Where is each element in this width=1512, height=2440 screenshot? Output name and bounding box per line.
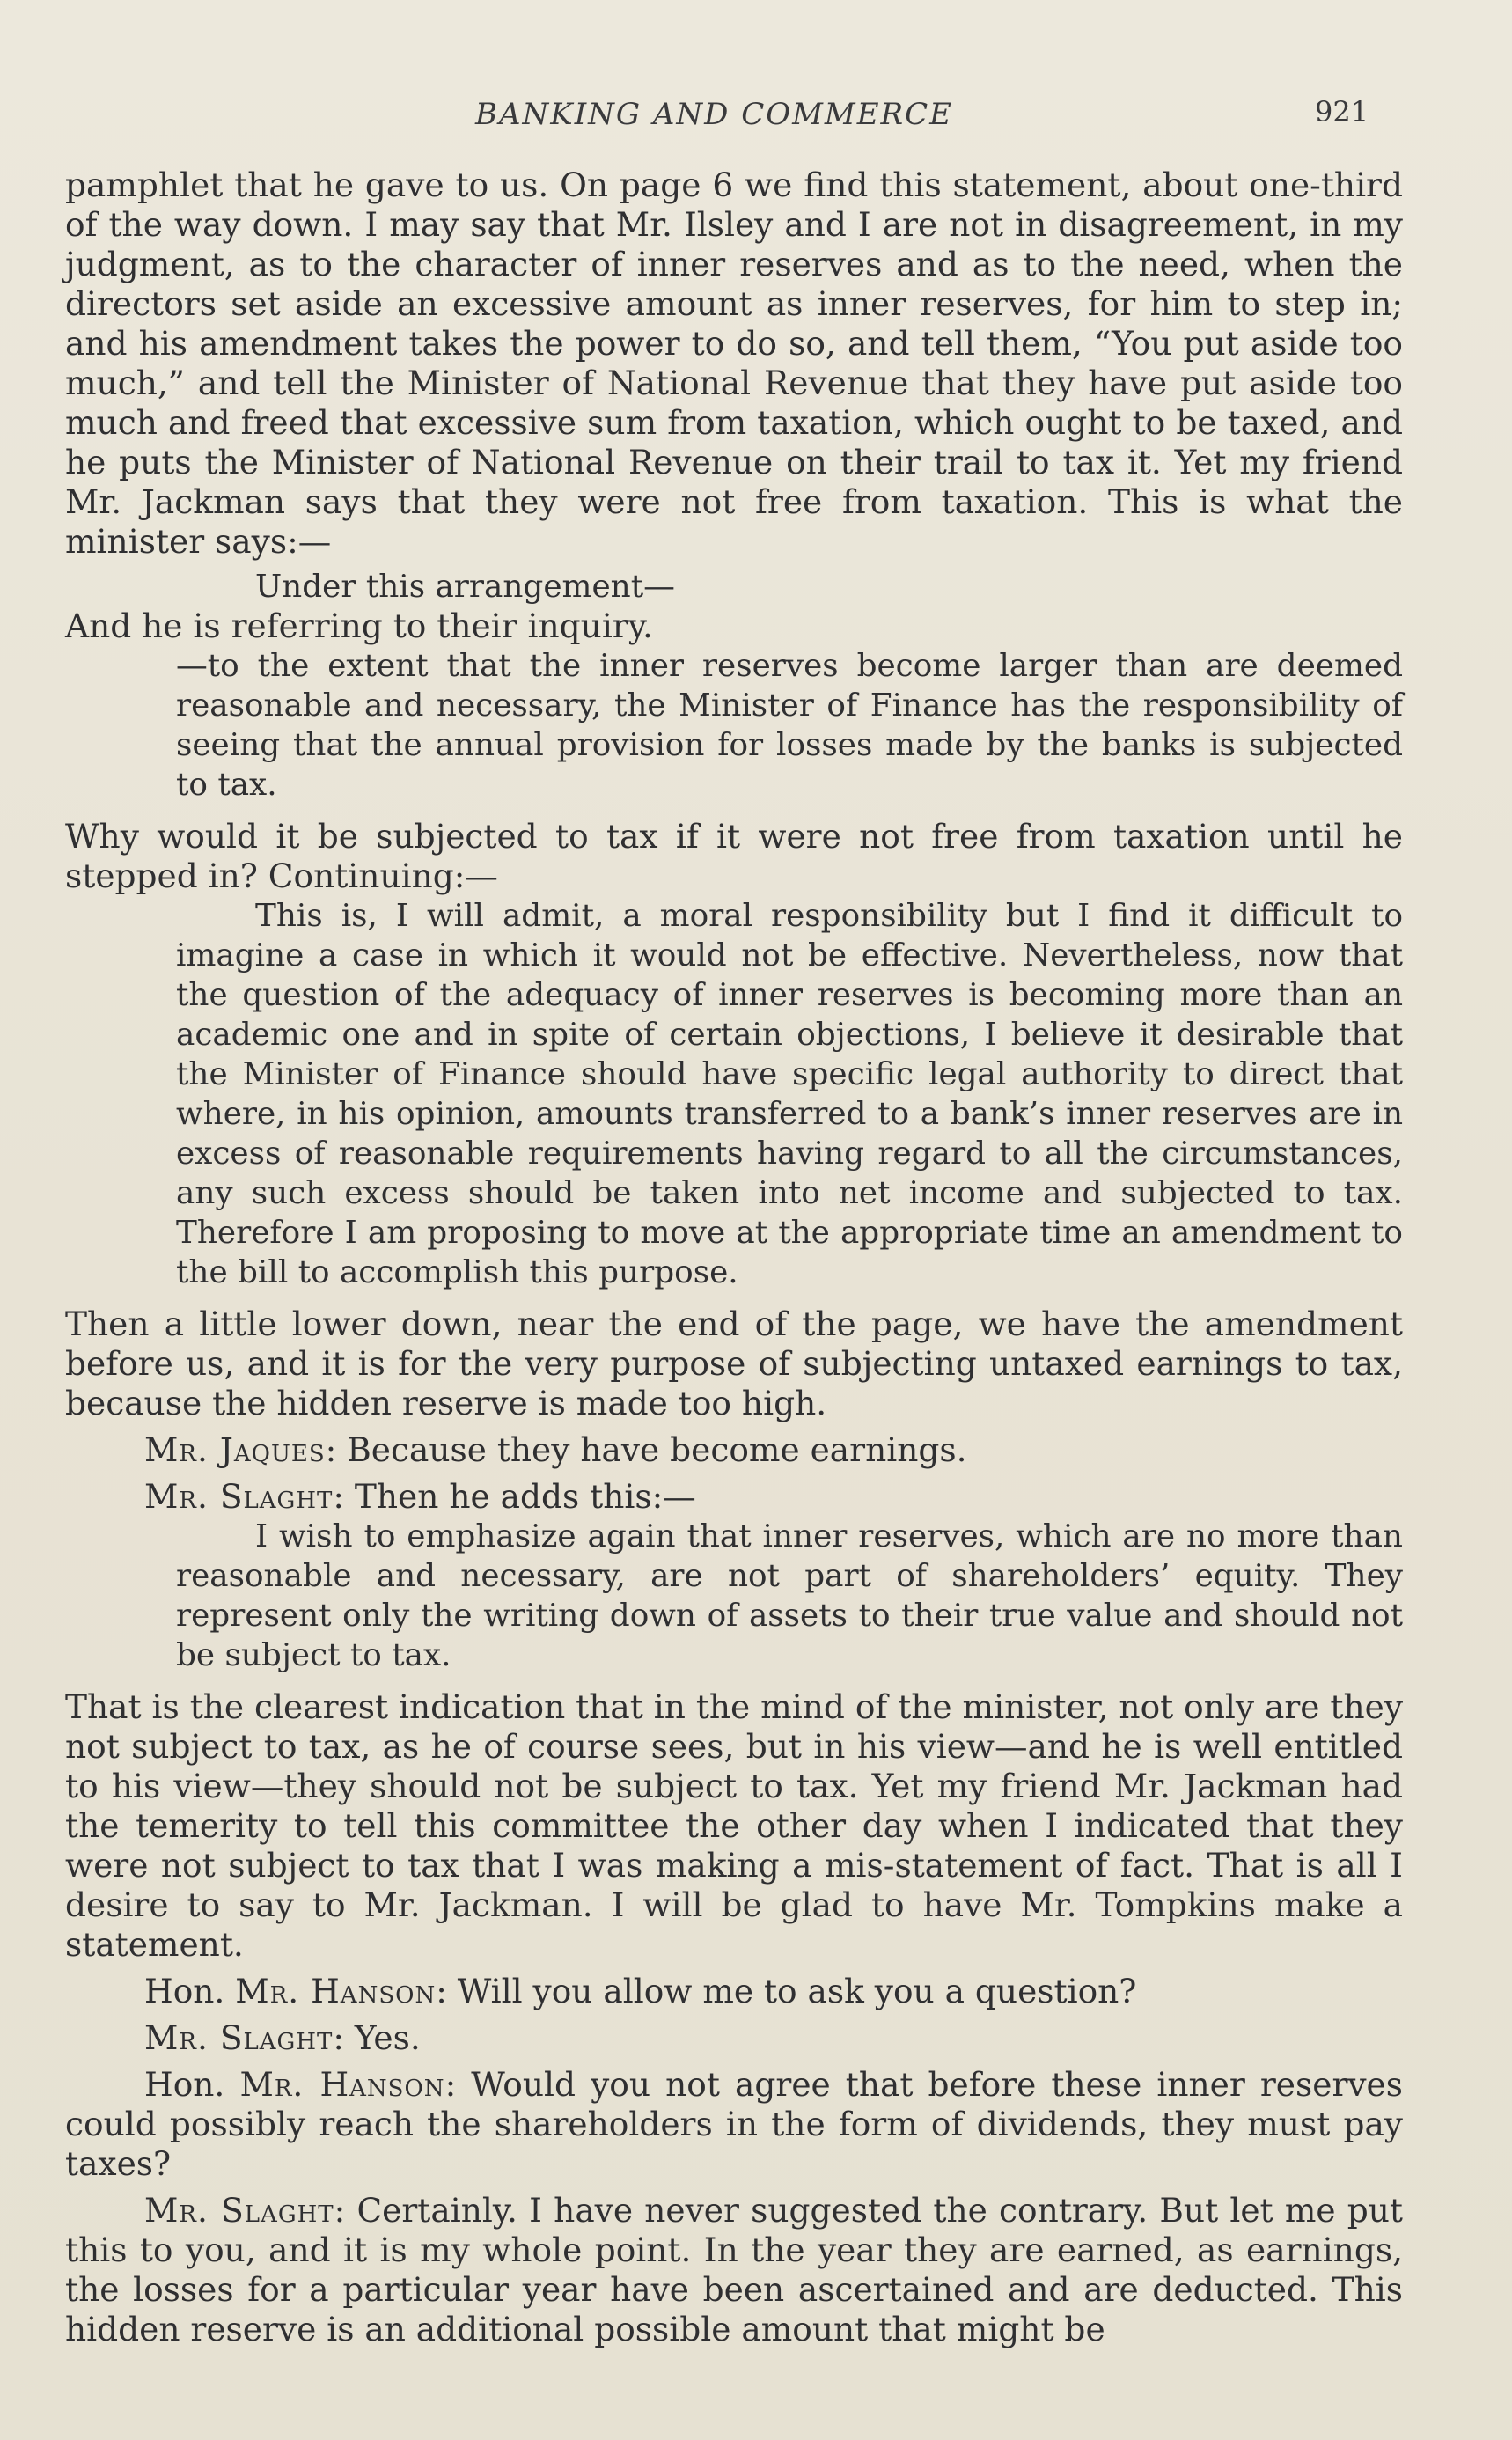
page-header [0, 97, 1512, 150]
speech-text: : Yes. [333, 2018, 421, 2057]
speech-text: : Certainly. I have never suggested the contrary. But let me put this to you, and it is my whole point. In the year they are earned, as earnings, the losses for a particular year have been ascertained and are deducted. This hidden reserve is an additional possible amount that might be [65, 2191, 1403, 2348]
running-head: BANKING AND COMMERCE [475, 97, 953, 132]
paragraph: pamphlet that he gave to us. On page 6 we find this statement, about one-third of the way down. I may say that Mr. Ilsley and I are not in disagreement, in my judgment, as to the character of inner reserves and as to the need, when the directors set aside an excessive amount as inner reserves, for him to step in; and his amendment takes the power to do so, and tell them, “You put aside too much,” and tell the Minister of National Revenue that they have put aside too much and freed that excessive sum from taxation, which ought to be taxed, and he puts the Minister of National Revenue on their trail to tax it. Yet my friend Mr. Jackman says that they were not free from taxation. This is what the minister says:— [65, 165, 1403, 561]
block-quote: I wish to emphasize again that inner reserves, which are no more than reasonable and necessary, are not part of shareholders’ equity. They represent only the writing down of assets to their true value and should not be subject to tax. [176, 1518, 1403, 1673]
speech-text: : Because they have become earnings. [325, 1430, 967, 1469]
speaker-name: Mr. Slaght [144, 2018, 334, 2057]
speaker-line [65, 1477, 1403, 1517]
speaker-line [65, 1972, 1403, 2011]
speech-text: : Would you not agree that before these inner reserves could possibly reach the shareholders in the form of dividends, they must pay taxes? [65, 2065, 1403, 2183]
speaker-line [65, 1430, 1403, 1470]
speaker-line [65, 2018, 1403, 2058]
block-quote: This is, I will admit, a moral responsibility but I find it difficult to imagine a case in which it would not be effective. Nevertheless, now that the question of the adequacy of inner reserves is becoming more than an academic one and in spite of certain objections, I believe it desirable that the Minister of Finance should have specific legal authority to direct that where, in his opinion, amounts transferred to a bank’s inner reserves are in excess of reasonable requirements having regard to all the circumstances, any such excess should be taken into net income and subjected to tax. Therefore I am proposing to move at the appropriate time an amendment to the bill to accomplish this purpose. [176, 898, 1403, 1290]
block-quote: Under this arrangement— [255, 569, 675, 605]
body-text [65, 165, 1403, 2349]
speaker-name: Mr. Jaques [144, 1430, 326, 1469]
speaker-line [65, 2065, 1403, 2184]
speaker-prefix: Hon. [144, 1972, 236, 2010]
speaker-prefix: Hon. [144, 2065, 240, 2104]
page-number: 921 [1315, 95, 1369, 129]
speaker-name: Mr. Slaght [144, 1477, 334, 1516]
speaker-name: Mr. Slaght [144, 2191, 334, 2230]
speaker-name: Mr. Hanson [235, 1972, 437, 2010]
paragraph: Why would it be subjected to tax if it were not free from taxation until he stepped in? Continuing:— [65, 817, 1403, 895]
paragraph: And he is referring to their inquiry. [65, 606, 653, 645]
speaker-line [65, 2191, 1403, 2349]
speaker-name: Mr. Hanson [239, 2065, 445, 2104]
block-quote: —to the extent that the inner reserves become larger than are deemed reasonable and necessary, the Minister of Finance has the responsibility of seeing that the annual provision for losses made by the banks is subjected to tax. [176, 648, 1403, 803]
paragraph: That is the clearest indication that in the mind of the minister, not only are they not subject to tax, as he of course sees, but in his view—and he is well entitled to his view—they should not be subject to tax. Yet my friend Mr. Jackman had the temerity to tell this committee the other day when I indicated that they were not subject to tax that I was making a mis-statement of fact. That is all I desire to say to Mr. Jackman. I will be glad to have Mr. Tompkins make a statement. [65, 1687, 1403, 1964]
speech-text: : Then he adds this:— [333, 1477, 696, 1516]
paragraph: Then a little lower down, near the end of the page, we have the amendment before us, and it is for the very purpose of subjecting untaxed earnings to tax, because the hidden reserve is made too high. [65, 1305, 1403, 1422]
speech-text: : Will you allow me to ask you a question? [436, 1972, 1137, 2010]
